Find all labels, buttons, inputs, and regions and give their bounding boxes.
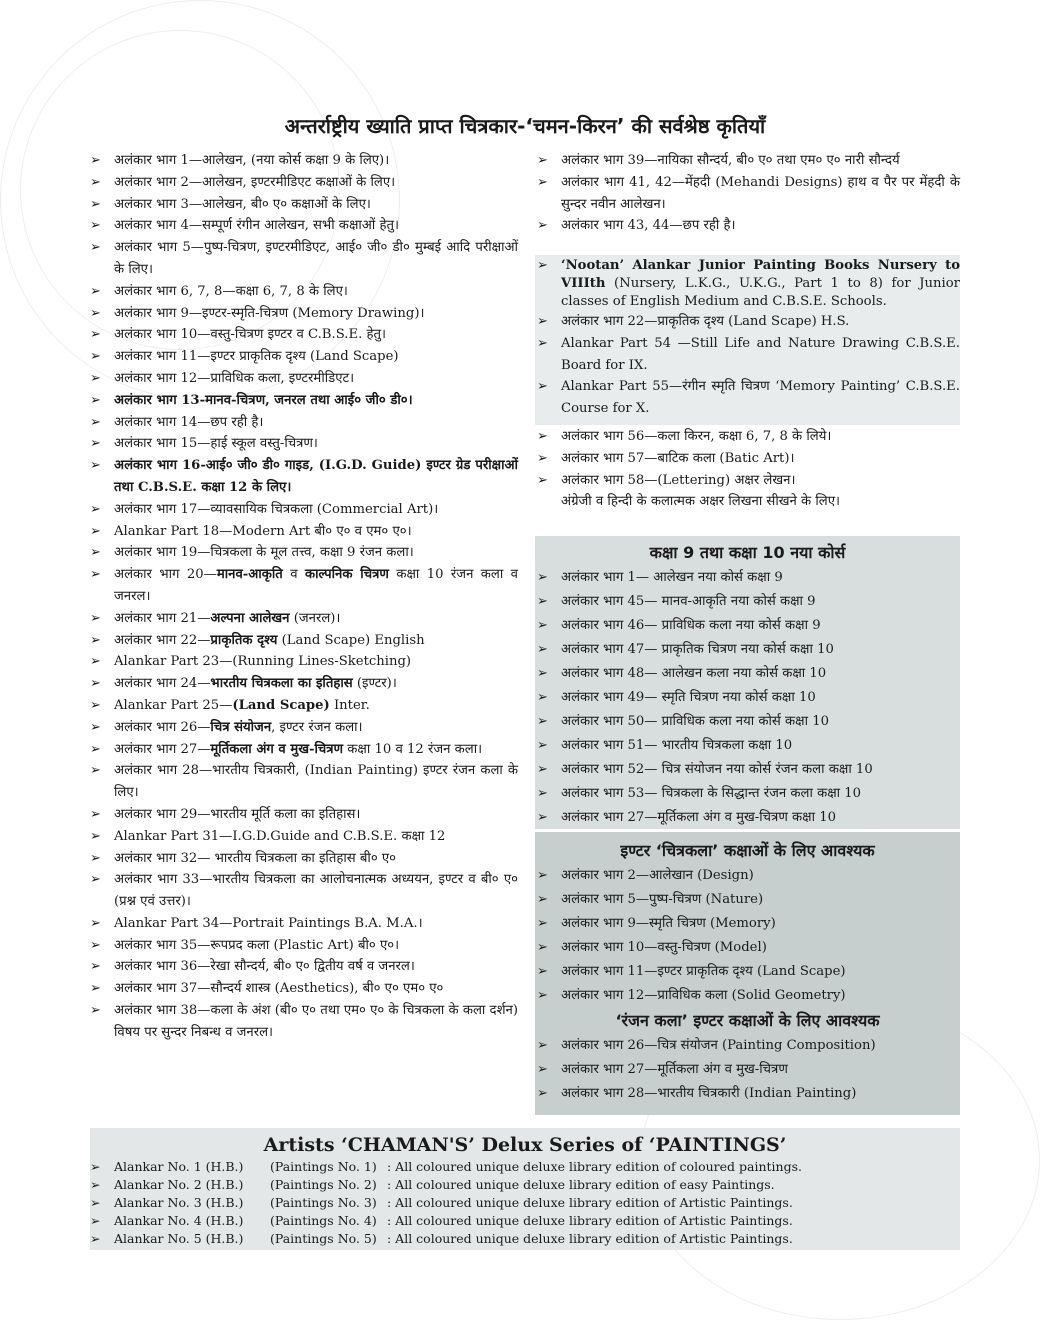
item-text: अलंकार भाग 2—आलेखान (Design) [561,868,754,883]
arrow-bullet-icon: ➢ [537,1062,548,1077]
arrow-bullet-icon: ➢ [90,959,101,975]
item-text: (Land Scape) [232,697,330,713]
arrow-bullet-icon: ➢ [537,762,548,777]
item-text: अलंकार भाग 26— [114,719,211,735]
arrow-bullet-icon: ➢ [537,594,548,609]
arrow-bullet-icon: ➢ [90,240,101,256]
item-text: अलंकार भाग 52— चित्र संयोजन नया कोर्स रंजन कला कक्षा 10 [561,762,873,777]
book-list-item [535,912,960,936]
arrow-bullet-icon: ➢ [90,349,101,365]
item-text: अलंकार भाग 22— [114,632,211,648]
arrow-bullet-icon: ➢ [90,981,101,997]
item-text: अलंकार भाग 22—प्राकृतिक दृश्य (Land Scape) H.S. [561,314,850,329]
item-text: अलंकार भाग 11—इण्टर प्राकृतिक दृश्य (Land Scape) [561,964,846,979]
book-list-item [88,346,518,368]
item-text: Alankar Part 54 —Still Life and Nature Drawing C.B.S.E. Board for IX. [561,335,960,373]
item-text: अलंकार भाग 28—भारतीय चित्रकारी, (Indian Painting) इण्टर रंजन कला के लिए। [114,763,518,801]
book-list-item [88,695,518,717]
item-text: अलंकार भाग 28—भारतीय चित्रकारी (Indian Painting) [561,1086,857,1101]
item-text: अलंकार भाग 36—रेखा सौन्दर्य, बी० ए० द्वितीय वर्ष व जनरल। [114,959,415,975]
item-text: Alankar Part 31—I.G.D.Guide and C.B.S.E. कक्षा 12 [114,828,446,844]
inter-heading: इण्टर ‘चित्रकला’ कक्षाओं के लिए आवश्यक [620,841,875,860]
item-text: अलंकार भाग 19—चित्रकला के मूल तत्त्व, कक्षा 9 रंजन कला। [114,545,414,561]
deluxe-series-box [90,1128,960,1250]
arrow-bullet-icon: ➢ [90,1231,101,1246]
book-list-item [88,368,518,390]
book-list-item [88,172,518,194]
item-text: अल्पना आलेखन [210,610,290,626]
book-list-item [88,150,518,172]
item-text: अलंकार भाग 9—इण्टर-स्मृति-चित्रण (Memory Drawing)। [114,305,425,321]
arrow-bullet-icon: ➢ [537,450,548,466]
deluxe-row [90,1176,960,1194]
item-text: , इण्टर रंजन कला। [271,719,363,735]
deluxe-paintings-no: (Paintings No. 5) [270,1231,377,1246]
deluxe-paintings-no: (Paintings No. 1) [270,1159,377,1174]
item-text: अलंकार भाग 43, 44—छप रही है। [561,218,736,234]
item-text: अलंकार भाग 10—वस्तु-चित्रण इण्टर व C.B.S.E. हेतु। [114,327,386,343]
book-list-item [535,1058,960,1082]
arrow-bullet-icon: ➢ [90,545,101,561]
item-text: अलंकार भाग 46— प्राविधिक कला नया कोर्स कक्षा 9 [561,618,821,633]
item-text: अलंकार भाग 12—प्राविधिक कला, इण्टरमीडिएट। [114,370,355,386]
arrow-bullet-icon: ➢ [90,392,101,408]
item-text: अलंकार भाग 35—रूपप्रद कला (Plastic Art) बी० ए०। [114,937,400,953]
item-text: अलंकार भाग 37—सौन्दर्य शास्त्र (Aesthetics), बी० ए० एम० ए० [114,981,444,997]
book-list-item [535,172,960,216]
deluxe-description: : All coloured unique deluxe library edition of Artistic Paintings. [387,1195,793,1210]
item-text: Alankar Part 34—Portrait Paintings B.A. M.A.। [114,915,423,931]
item-text: अलंकार भाग 53— चित्रकला के सिद्धान्त रंजन कला कक्षा 10 [561,786,862,801]
book-list-item [535,215,960,237]
book-list-item [535,638,960,662]
item-text: प्राकृतिक दृश्य [210,632,278,648]
item-text: अलंकार भाग 33—भारतीय चित्रकला का आलोचनात्मक अध्ययन, इण्टर व बी० ए० (प्रश्न एवं उत्तर)। [114,872,518,910]
ranjan-heading: ‘रंजन कला’ इण्टर कक्षाओं के लिए आवश्यक [615,1011,880,1030]
arrow-bullet-icon: ➢ [90,327,101,343]
arrow-bullet-icon: ➢ [90,196,101,212]
item-text: अलंकार भाग 21— [114,610,211,626]
book-list-item [88,433,518,455]
deluxe-row [90,1212,960,1230]
item-text: अलंकार भाग 17—व्यावसायिक चित्रकला (Commercial Art)। [114,501,439,517]
arrow-bullet-icon: ➢ [90,697,101,713]
item-text: अलंकार भाग 6, 7, 8—कक्षा 6, 7, 8 के लिए। [114,283,348,299]
book-list-item [88,499,518,521]
arrow-bullet-icon: ➢ [90,654,101,670]
item-text: (इण्टर)। [352,676,397,692]
item-text: अलंकार भाग 56—कला किरन, कक्षा 6, 7, 8 के लिये। [561,429,832,444]
item-text: अलंकार भाग 9—स्मृति चित्रण (Memory) [561,916,776,931]
book-list-item [88,521,518,543]
item-text: Inter. [329,697,370,713]
arrow-bullet-icon: ➢ [90,174,101,190]
deluxe-name: Alankar No. 2 (H.B.) [114,1177,244,1192]
item-text: अलंकार भाग 24— [114,676,211,692]
arrow-bullet-icon: ➢ [90,915,101,931]
arrow-bullet-icon: ➢ [90,1195,101,1210]
item-text: चित्र संयोजन [210,719,272,735]
arrow-bullet-icon: ➢ [90,283,101,299]
item-text: अलंकार भाग 57—बाटिक कला (Batic Art)। [561,450,795,466]
deluxe-paintings-no: (Paintings No. 4) [270,1213,377,1228]
book-list-item [88,673,518,695]
book-list-item [535,662,960,686]
book-list-item [88,215,518,237]
arrow-bullet-icon: ➢ [90,1003,101,1019]
book-list-item [535,470,960,492]
book-list-item [535,960,960,984]
book-list-item [535,734,960,758]
arrow-bullet-icon: ➢ [537,690,548,705]
book-list-item [88,978,518,1000]
book-list-item [88,717,518,739]
item-text: अलंकार भाग 12—प्राविधिक कला (Solid Geometry) [561,988,846,1003]
book-list-item [535,150,960,172]
course-heading: कक्षा 9 तथा कक्षा 10 नया कोर्स [649,543,846,562]
arrow-bullet-icon: ➢ [90,458,101,474]
item-text: भारतीय चित्रकला का इतिहास [210,676,353,692]
arrow-bullet-icon: ➢ [537,174,548,190]
arrow-bullet-icon: ➢ [90,153,101,168]
arrow-bullet-icon: ➢ [90,763,101,779]
arrow-bullet-icon: ➢ [537,738,548,753]
arrow-bullet-icon: ➢ [90,850,101,866]
book-list-item [88,455,518,499]
item-text: अलंकार भाग 5—पुष्प-चित्रण, इण्टरमीडिएट, आई० जी० डी० मुम्बई आदि परीक्षाओं के लिए। [114,240,518,277]
arrow-bullet-icon: ➢ [537,940,548,955]
arrow-bullet-icon: ➢ [537,472,548,488]
arrow-bullet-icon: ➢ [90,741,101,757]
right-book-list-top [535,150,960,237]
book-list-item [535,984,960,1008]
book-list-item [535,376,960,420]
deluxe-paintings-no: (Paintings No. 3) [270,1195,377,1210]
deluxe-name: Alankar No. 3 (H.B.) [114,1195,244,1210]
book-list-item [535,566,960,590]
book-list-item [88,739,518,761]
item-text: अलंकार भाग 38—कला के अंश (बी० ए० तथा एम० ए० के चित्रकला के कला दर्शन) विषय पर सुन्दर निबन्ध व जनरल। [114,1003,518,1040]
item-text: अलंकार भाग 14—छप रही है। [114,414,264,430]
item-text: अलंकार भाग 39—नायिका सौन्दर्य, बी० ए० तथा एम० ए० नारी सौन्दर्य [561,153,900,168]
item-text: ‘Nootan’ Alankar Junior Painting Books Nursery to VIIIth [561,258,960,291]
arrow-bullet-icon: ➢ [537,810,548,825]
deluxe-name: Alankar No. 4 (H.B.) [114,1213,244,1228]
book-list-item [535,864,960,888]
book-list-item [88,804,518,826]
book-list-item [88,760,518,804]
deluxe-description: : All coloured unique deluxe library edition of easy Paintings. [387,1177,775,1192]
item-text: व [282,567,305,583]
arrow-bullet-icon: ➢ [90,501,101,517]
book-list-item [88,390,518,412]
arrow-bullet-icon: ➢ [90,676,101,692]
item-text: अलंकार भाग 27—मूर्तिकला अंग व मुख-चित्रण [561,1062,788,1077]
arrow-bullet-icon: ➢ [90,719,101,735]
arrow-bullet-icon: ➢ [537,618,548,633]
arrow-bullet-icon: ➢ [90,937,101,953]
deluxe-name: Alankar No. 5 (H.B.) [114,1231,244,1246]
deluxe-description: : All coloured unique deluxe library edition of Artistic Paintings. [387,1213,793,1228]
book-list-item [88,303,518,325]
page-title: अन्तर्राष्ट्रीय ख्याति प्राप्त चित्रकार-‘चमन-किरन’ की सर्वश्रेष्ठ कृतियाँ [284,114,766,138]
item-text: अलंकार भाग 47— प्राकृतिक चित्रण नया कोर्स कक्षा 10 [561,642,834,657]
book-list-item [535,758,960,782]
arrow-bullet-icon: ➢ [537,335,548,351]
arrow-bullet-icon: ➢ [537,153,548,168]
arrow-bullet-icon: ➢ [537,429,548,444]
item-text: अलंकार भाग 4—सम्पूर्ण रंगीन आलेखन, सभी कक्षाओं हेतु। [114,218,399,234]
deluxe-row [90,1158,960,1176]
deluxe-row [90,1230,960,1248]
book-list-item [535,448,960,470]
item-text: अलंकार भाग 41, 42—मेंहदी (Mehandi Designs) हाथ व पैर पर मेंहदी के सुन्दर नवीन आलेखन। [561,174,960,212]
arrow-bullet-icon: ➢ [90,1177,101,1192]
item-text: अलंकार भाग 13-मानव-चित्रण, जनरल तथा आई० जी० डी०। [114,392,413,408]
item-text: (Nursery, L.K.G., U.K.G., Part 1 to 8) for Junior classes of English Medium and C.B.S.E. Schools. [561,276,960,309]
arrow-bullet-icon: ➢ [90,872,101,888]
book-list-item [535,686,960,710]
book-list-item [535,257,960,311]
arrow-bullet-icon: ➢ [537,379,548,395]
arrow-bullet-icon: ➢ [537,786,548,801]
book-list-item [88,412,518,434]
arrow-bullet-icon: ➢ [90,370,101,386]
item-text: अलंकार भाग 27— [114,741,211,757]
book-list-item [88,281,518,303]
item-text: अलंकार भाग 51— भारतीय चित्रकला कक्षा 10 [561,738,793,753]
arrow-bullet-icon: ➢ [90,610,101,626]
item-text: अलंकार भाग 2—आलेखन, इण्टरमीडिएट कक्षाओं के लिए। [114,174,396,190]
item-text: मूर्तिकला अंग व मुख-चित्रण [210,741,344,757]
deluxe-row [90,1194,960,1212]
nootan-box [535,255,960,425]
arrow-bullet-icon: ➢ [90,1159,101,1174]
deluxe-paintings-no: (Paintings No. 2) [270,1177,377,1192]
item-text: कक्षा 10 व 12 रंजन कला। [343,741,483,757]
arrow-bullet-icon: ➢ [90,305,101,321]
item-text: Alankar Part 25— [114,697,233,713]
item-text: अलंकार भाग 29—भारतीय मूर्ति कला का इतिहास। [114,806,361,822]
course-9-10-box [535,536,960,829]
arrow-bullet-icon: ➢ [537,642,548,657]
right-book-list-after [535,426,960,513]
item-text: Alankar Part 18—Modern Art बी० ए० व एम० ए०। [114,523,412,539]
arrow-bullet-icon: ➢ [90,567,101,583]
book-list-item [88,564,518,608]
book-list-item [535,311,960,333]
item-text: अलंकार भाग 58—(Lettering) अक्षर लेखन। [561,472,796,488]
arrow-bullet-icon: ➢ [90,436,101,452]
book-list-item [88,324,518,346]
arrow-bullet-icon: ➢ [537,868,548,883]
book-list-item [535,590,960,614]
item-text: अलंकार भाग 15—हाई स्कूल वस्तु-चित्रण। [114,436,318,452]
item-text: कक्षा 10 रंजन कला व जनरल। [114,567,519,604]
deluxe-description: : All coloured unique deluxe library edition of Artistic Paintings. [387,1231,793,1246]
deluxe-title: Artists ‘CHAMAN'S’ Delux Series of ‘PAINTINGS’ [263,1134,787,1156]
arrow-bullet-icon: ➢ [537,570,548,585]
book-list-item [88,956,518,978]
arrow-bullet-icon: ➢ [537,714,548,729]
book-list-item [535,1034,960,1058]
lettering-note: अंग्रेजी व हिन्दी के कलात्मक अक्षर लिखना सीखने के लिए। [561,494,841,510]
book-list-item [535,333,960,377]
book-list-item [88,608,518,630]
left-book-list [88,150,518,1044]
item-text: काल्पनिक चित्रण [304,567,389,583]
arrow-bullet-icon: ➢ [537,964,548,979]
item-text: अलंकार भाग 49— स्मृति चित्रण नया कोर्स कक्षा 10 [561,690,816,705]
item-text: अलंकार भाग 16-आई० जी० डी० गाइड, (I.G.D. Guide) इण्टर ग्रेड परीक्षाओं तथा C.B.S.E. कक्षा 12 के लिए। [114,458,518,495]
item-text: अलंकार भाग 11—इण्टर प्राकृतिक दृश्य (Land Scape) [114,349,399,365]
book-list-item [535,806,960,830]
book-list-item [535,710,960,734]
item-text: (जनरल)। [289,610,341,626]
book-list-item [88,826,518,848]
arrow-bullet-icon: ➢ [537,916,548,931]
item-text: Alankar Part 23—(Running Lines-Sketching) [114,654,412,670]
book-list-item [88,651,518,673]
item-text: अलंकार भाग 3—आलेखन, बी० ए० कक्षाओं के लिए। [114,196,371,212]
arrow-bullet-icon: ➢ [90,414,101,430]
book-list-item [535,936,960,960]
arrow-bullet-icon: ➢ [537,666,548,681]
item-text: अलंकार भाग 5—पुष्प-चित्रण (Nature) [561,892,764,907]
item-text: अलंकार भाग 27—मूर्तिकला अंग व मुख-चित्रण कक्षा 10 [561,810,837,825]
inter-box [535,832,960,1115]
book-list-item [88,848,518,870]
item-text: अलंकार भाग 26—चित्र संयोजन (Painting Composition) [561,1038,876,1053]
arrow-bullet-icon: ➢ [537,988,548,1003]
book-list-item [88,630,518,652]
book-list-item [88,542,518,564]
arrow-bullet-icon: ➢ [537,892,548,907]
arrow-bullet-icon: ➢ [537,314,548,329]
book-list-item [535,614,960,638]
arrow-bullet-icon: ➢ [90,632,101,648]
arrow-bullet-icon: ➢ [90,828,101,844]
book-list-item [88,869,518,913]
item-text: अलंकार भाग 50— प्राविधिक कला नया कोर्स कक्षा 10 [561,714,829,729]
arrow-bullet-icon: ➢ [537,258,548,273]
arrow-bullet-icon: ➢ [90,806,101,822]
book-list-item [535,1082,960,1106]
arrow-bullet-icon: ➢ [90,1213,101,1228]
item-text: मानव-आकृति [216,567,283,583]
item-text: अलंकार भाग 45— मानव-आकृति नया कोर्स कक्षा 9 [561,594,816,609]
book-list-item [88,935,518,957]
deluxe-name: Alankar No. 1 (H.B.) [114,1159,244,1174]
book-list-item [88,913,518,935]
item-text: (Land Scape) English [277,632,425,648]
item-text: अलंकार भाग 20— [114,567,217,583]
item-text: अलंकार भाग 32— भारतीय चित्रकला का इतिहास बी० ए० [114,850,397,866]
item-text: अलंकार भाग 10—वस्तु-चित्रण (Model) [561,940,767,955]
book-list-item [88,194,518,216]
arrow-bullet-icon: ➢ [90,218,101,234]
book-list-item [88,1000,518,1044]
deluxe-description: : All coloured unique deluxe library edition of coloured paintings. [387,1159,802,1174]
book-list-item [535,782,960,806]
item-text: अलंकार भाग 1—आलेखन, (नया कोर्स कक्षा 9 के लिए)। [114,153,390,168]
item-text: अलंकार भाग 48— आलेखन कला नया कोर्स कक्षा 10 [561,666,827,681]
item-text: Alankar Part 55—रंगीन स्मृति चित्रण ‘Memory Painting’ C.B.S.E. Course for X. [561,379,960,417]
book-list-item [88,237,518,281]
book-list-item [535,888,960,912]
arrow-bullet-icon: ➢ [537,1038,548,1053]
item-text: अलंकार भाग 1— आलेखन नया कोर्स कक्षा 9 [561,570,783,585]
arrow-bullet-icon: ➢ [537,1086,548,1101]
arrow-bullet-icon: ➢ [537,218,548,234]
arrow-bullet-icon: ➢ [90,523,101,539]
book-list-item [535,426,960,448]
